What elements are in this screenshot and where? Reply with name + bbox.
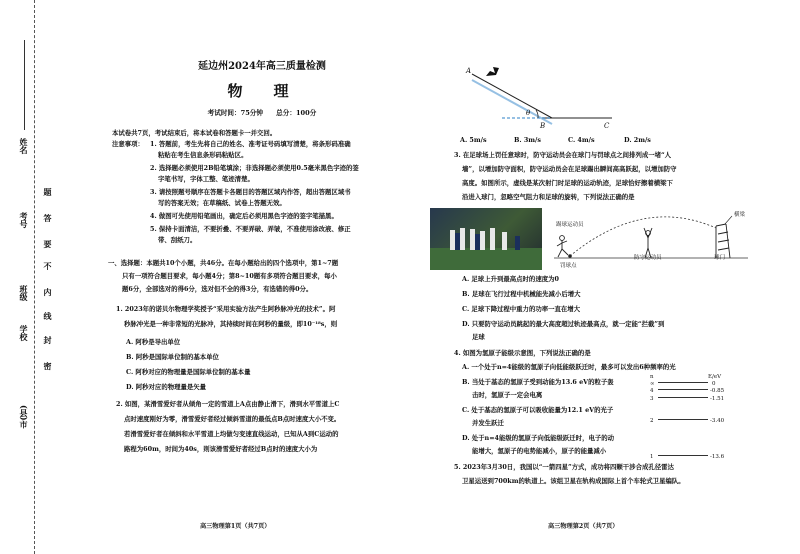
notice-line: 带、刮纸刀。 (158, 236, 197, 244)
level-line (658, 455, 708, 456)
notice-line: 1. 答题前，考生先将自己的姓名、准考证号码填写清楚，将条形码准确 (150, 140, 351, 148)
seal-word: 题 (43, 188, 53, 196)
page-footer: 高三物理第1页（共7页） (200, 523, 271, 530)
q2-option: B. 3m/s (514, 136, 541, 144)
crossbar-label: 横梁 (734, 212, 746, 218)
level-line (658, 382, 708, 383)
binding-margin (0, 0, 58, 554)
exam-no-label: 考号 (19, 212, 29, 228)
notice-label: 注意事项： (112, 140, 144, 148)
q1-option: B. 阿秒是国际单位制的基本单位 (126, 353, 219, 361)
label-a: A (466, 67, 472, 75)
label-c: C (604, 122, 610, 130)
school-label: 学校 (19, 325, 29, 341)
q3-stem: 墙”，以增加防守面积，防守运动员会在足球踢出瞬间高高跃起，以增加防守 (462, 165, 677, 173)
exam-page-1 (108, 0, 412, 554)
q4-option-cont: 并发生跃迁 (472, 419, 504, 427)
seal-word: 不 (43, 262, 53, 270)
section1-line: 题6分，全部选对的得6分，选对但不全的得3分，有选错的得0分。 (122, 285, 313, 293)
q3-option: B. 足球在飞行过程中机械能先减小后增大 (462, 290, 581, 298)
q3-option: A. 足球上升到最高点时的速度为0 (462, 275, 559, 283)
level-n: ∞ (650, 381, 655, 387)
kicker-label: 踢球运动员 (556, 222, 584, 228)
seal-word: 线 (43, 312, 53, 320)
q2-option: A. 5m/s (460, 136, 487, 144)
notice-line: 2. 选择题必须使用2B铅笔填涂；非选择题必须使用0.5毫米黑色字迹的签 (150, 164, 359, 172)
q4-option: B. 当处于基态的氢原子受到动能为13.6 eV的粒子轰 (462, 378, 614, 386)
seal-word: 要 (43, 240, 53, 248)
intro-text: 本试卷共7页，考试结束后，将本试卷和答题卡一并交回。 (112, 129, 277, 137)
notice-line: 字笔书写，字体工整、笔迹清楚。 (158, 175, 254, 183)
exam-page-2 (452, 0, 752, 554)
level-e: -3.40 (710, 418, 725, 424)
level-line (658, 397, 708, 398)
level-e: 0 (712, 381, 716, 387)
q2-stem: 路程为60m，时间为40s，则该滑雪爱好者经过B点时的速度大小为 (124, 445, 318, 453)
exam-title: 延边州2024年高三质量检测 (198, 61, 326, 72)
time-info: 考试时间：75分钟 总分：100分 (207, 109, 317, 117)
kicker-icon (557, 236, 568, 257)
q2-option: C. 4m/s (568, 136, 595, 144)
kick-point-label: 罚球点 (560, 263, 577, 269)
q3-stem: 3. 在足球场上罚任意球时，防守运动员会在球门与罚球点之间排列成一堵“人 (454, 151, 672, 159)
q4-stem: 4. 如图为氢原子能级示意图，下列说法正确的是 (454, 349, 591, 357)
q5-stem: 卫星运送到700km的轨道上。该组卫星在轨构成国际上首个车轮式卫星编队。 (462, 477, 685, 485)
q3-stem: 沿进入球门，忽略空气阻力和足球的旋转，下列说法正确的是 (462, 193, 635, 201)
q3-option: C. 足球下降过程中重力的功率一直在增大 (462, 305, 581, 313)
e-header: E/eV (708, 374, 722, 380)
q2-option: D. 2m/s (624, 136, 651, 144)
seal-word: 内 (43, 288, 53, 296)
q5-stem: 5. 2023年3月30日，我国以“一箭四星”方式，成功将四颗干涉合成孔径雷达 (454, 463, 674, 471)
level-n: 3 (650, 396, 654, 402)
notice-line: 写的答案无效；在草稿纸、试卷上答题无效。 (158, 199, 286, 207)
level-e: -0.85 (710, 388, 725, 394)
notice-line: 5. 保持卡面清洁，不要折叠、不要弄破、弄皱，不准使用涂改液、修正 (150, 225, 351, 233)
label-theta: θ (526, 109, 531, 117)
freekick-photo (430, 208, 542, 270)
ball-icon (568, 254, 572, 258)
q1-stem: 1. 2023年的诺贝尔物理学奖授予“采用实验方法产生阿秒脉冲光的技术”。阿 (116, 305, 336, 313)
q1-option: D. 阿秒对应的物理量是矢量 (126, 383, 207, 391)
level-n: 2 (650, 418, 654, 424)
q1-stem: 秒脉冲光是一种非常短的光脉冲，其持续时间在阿秒的量级，即10⁻¹⁸s，则 (124, 320, 338, 328)
q3-stem: 高度。如图所示，虚线是某次射门时足球的运动轨迹，足球恰好擦着横梁下 (462, 179, 673, 187)
crossbar-pointer (725, 216, 732, 224)
notice-line: 3. 请按照题号顺序在答题卡各题目的答题区域内作答，超出答题区域书 (150, 188, 351, 196)
level-n: 1 (650, 454, 654, 460)
q1-option: C. 阿秒对应的物理量是国际单位制的基本量 (126, 368, 251, 376)
section1-line: 只有一项符合题目要求，每小题4分；第8~10题有多项符合题目要求，每小 (122, 272, 337, 280)
seal-word: 密 (43, 362, 53, 370)
level-n: 4 (650, 388, 654, 394)
q4-option: C. 处于基态的氢原子可以吸收能量为12.1 eV的光子 (462, 406, 614, 414)
slope-line (472, 74, 552, 118)
notice-line: 粘贴在考生信息条形码粘贴区。 (158, 151, 248, 159)
name-label: 姓名 (19, 138, 29, 154)
ball-trajectory (570, 217, 716, 256)
level-line (658, 389, 708, 390)
q4-option: A. 一个处于n=4能级的氢原子向低能级跃迁时，最多可以发出6种频率的光 (462, 363, 676, 371)
n-header: n (650, 374, 654, 380)
seal-word: 封 (43, 336, 53, 344)
level-line (658, 419, 708, 420)
city-label: (县)市 (19, 405, 29, 429)
level-e: -1.51 (710, 396, 725, 402)
section1-line: 一、选择题：本题共10个小题，共46分。在每小题给出的四个选项中，第1~7题 (108, 259, 339, 267)
q1-option: A. 阿秒是导出单位 (126, 338, 181, 346)
skier-icon (486, 67, 499, 76)
q4-option: D. 处于n=4能级的氢原子向低能级跃迁时，电子的动 (462, 434, 615, 442)
q2-stem: 点时速度刚好为零，滑雪爱好者经过倾斜雪道的最低点B点时速度大小不变。 (124, 415, 341, 423)
subject-title: 物 理 (227, 82, 297, 100)
q4-option-cont: 能增大，氢原子的电势能减小，原子的能量减小 (472, 447, 607, 455)
goal-label: 球门 (714, 255, 726, 261)
seal-word: 答 (43, 214, 53, 222)
page-footer: 高三物理第2页（共7页） (548, 523, 619, 530)
seal-line (34, 0, 35, 554)
q2-stem: 2. 如图，某滑雪爱好者从倾角一定的雪道上A点由静止滑下，滑到水平雪道上C (116, 400, 340, 408)
ski-slope-figure (452, 60, 632, 130)
level-e: -13.6 (710, 454, 725, 460)
class-label: 班级 (19, 285, 29, 301)
q4-option-cont: 击时，氢原子一定会电离 (472, 391, 543, 399)
label-b: B (540, 122, 546, 130)
defender-label: 防守运动员 (634, 255, 662, 261)
name-blank (24, 40, 25, 130)
players-icon (430, 208, 542, 270)
q2-stem: 若滑雪爱好者在倾斜和水平雪道上均做匀变速直线运动，已知从A到C运动的 (124, 430, 339, 438)
notice-line: 4. 做图可先使用铅笔画出，确定后必须用黑色字迹的签字笔描黑。 (150, 212, 338, 220)
q3-option: D. 只要防守运动员跳起的最大高度超过轨迹最高点，就一定能“拦截”到 (462, 320, 665, 328)
energy-level-diagram (648, 372, 748, 464)
q3-option-cont: 足球 (472, 333, 485, 341)
